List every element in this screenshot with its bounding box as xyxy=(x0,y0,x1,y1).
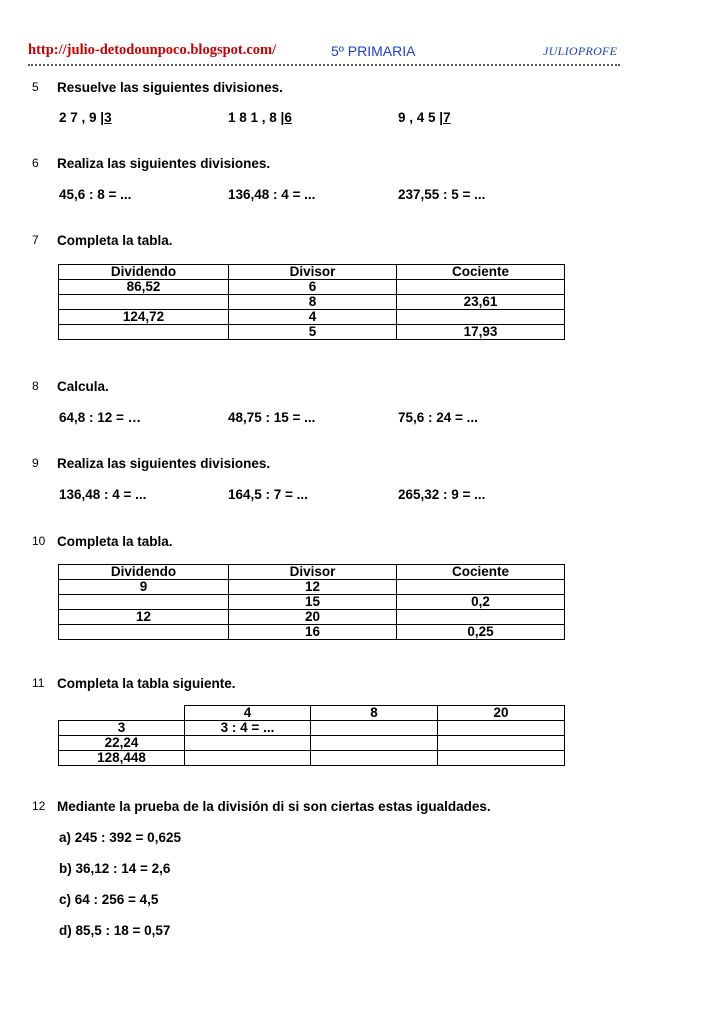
table-cell: 22,24 xyxy=(59,736,185,751)
division-exercise: 2 7 , 9 |3 xyxy=(59,110,112,125)
table-cell[interactable] xyxy=(185,736,311,751)
table-row xyxy=(59,280,565,295)
division-table xyxy=(58,564,565,640)
equality-item: d) 85,5 : 18 = 0,57 xyxy=(59,923,171,938)
division-exercise: 48,75 : 15 = ... xyxy=(228,410,316,425)
table-cell[interactable] xyxy=(397,610,565,625)
table-cell[interactable] xyxy=(438,736,565,751)
table-row xyxy=(59,736,565,751)
multiplication-division-table xyxy=(58,705,565,766)
question-number: 6 xyxy=(32,156,39,170)
header-cell: Divisor xyxy=(229,265,397,280)
table-cell[interactable]: 23,61 xyxy=(397,295,565,310)
table-cell[interactable] xyxy=(59,625,229,640)
header-cell: 8 xyxy=(311,706,438,721)
question-text: Resuelve las siguientes divisiones. xyxy=(57,80,283,95)
division-exercise: 45,6 : 8 = ... xyxy=(59,187,132,202)
table-cell[interactable] xyxy=(59,295,229,310)
division-exercise: 237,55 : 5 = ... xyxy=(398,187,486,202)
division-exercise: 1 8 1 , 8 |6 xyxy=(228,110,292,125)
table-cell[interactable] xyxy=(311,751,438,766)
grade-label: 5º PRIMARIA xyxy=(331,43,416,59)
division-table xyxy=(58,264,565,340)
table-cell[interactable] xyxy=(397,580,565,595)
table-cell[interactable]: 0,25 xyxy=(397,625,565,640)
table-header-row xyxy=(59,265,565,280)
table-cell[interactable]: 8 xyxy=(229,295,397,310)
table-cell[interactable]: 15 xyxy=(229,595,397,610)
table-cell[interactable] xyxy=(311,736,438,751)
table-cell[interactable] xyxy=(397,310,565,325)
table-cell[interactable]: 12 xyxy=(59,610,229,625)
author-label: JULIOPROFE xyxy=(543,44,618,58)
division-exercise: 64,8 : 12 = … xyxy=(59,410,142,425)
table-cell[interactable]: 4 xyxy=(229,310,397,325)
table-row xyxy=(59,580,565,595)
table-cell[interactable]: 6 xyxy=(229,280,397,295)
question-text: Completa la tabla siguiente. xyxy=(57,676,236,691)
page-header xyxy=(28,42,628,62)
division-exercise: 9 , 4 5 |7 xyxy=(398,110,451,125)
header-cell xyxy=(59,706,185,721)
question-text: Realiza las siguientes divisiones. xyxy=(57,156,271,171)
table-row xyxy=(59,625,565,640)
question-number: 10 xyxy=(32,534,46,548)
equality-item: c) 64 : 256 = 4,5 xyxy=(59,892,159,907)
table-cell[interactable] xyxy=(311,721,438,736)
dotted-separator xyxy=(28,64,620,66)
table-cell[interactable]: 86,52 xyxy=(59,280,229,295)
table-cell: 128,448 xyxy=(59,751,185,766)
question-text: Completa la tabla. xyxy=(57,534,173,549)
table-row xyxy=(59,325,565,340)
table-cell[interactable]: 124,72 xyxy=(59,310,229,325)
header-cell: Cociente xyxy=(397,565,565,580)
question-number: 5 xyxy=(32,80,39,94)
header-cell: Dividendo xyxy=(59,565,229,580)
table-cell[interactable]: 3 : 4 = ... xyxy=(185,721,311,736)
table-cell[interactable]: 16 xyxy=(229,625,397,640)
table-row xyxy=(59,295,565,310)
table-cell[interactable]: 17,93 xyxy=(397,325,565,340)
table-row xyxy=(59,721,565,736)
header-cell: Cociente xyxy=(397,265,565,280)
table-cell[interactable] xyxy=(438,751,565,766)
table-cell[interactable]: 0,2 xyxy=(397,595,565,610)
table-row xyxy=(59,595,565,610)
header-cell: 4 xyxy=(185,706,311,721)
division-exercise: 136,48 : 4 = ... xyxy=(59,487,147,502)
table-cell[interactable] xyxy=(185,751,311,766)
question-text: Completa la tabla. xyxy=(57,233,173,248)
blog-url[interactable]: http://julio-detodounpoco.blogspot.com/ xyxy=(28,42,277,58)
table-cell: 3 xyxy=(59,721,185,736)
question-number: 9 xyxy=(32,456,39,470)
header-cell: 20 xyxy=(438,706,565,721)
table-row xyxy=(59,310,565,325)
table-cell[interactable] xyxy=(438,721,565,736)
question-text: Calcula. xyxy=(57,379,109,394)
header-cell: Dividendo xyxy=(59,265,229,280)
question-text: Realiza las siguientes divisiones. xyxy=(57,456,271,471)
table-header-row xyxy=(59,565,565,580)
table-header-row xyxy=(59,706,565,721)
division-exercise: 75,6 : 24 = ... xyxy=(398,410,478,425)
table-cell[interactable]: 12 xyxy=(229,580,397,595)
table-row xyxy=(59,610,565,625)
table-cell[interactable]: 20 xyxy=(229,610,397,625)
question-number: 12 xyxy=(32,799,46,813)
table-row xyxy=(59,751,565,766)
equality-item: b) 36,12 : 14 = 2,6 xyxy=(59,861,171,876)
division-exercise: 164,5 : 7 = ... xyxy=(228,487,308,502)
table-cell[interactable] xyxy=(59,595,229,610)
question-number: 8 xyxy=(32,379,39,393)
question-number: 11 xyxy=(32,676,45,690)
question-text: Mediante la prueba de la división di si son ciertas estas igualdades. xyxy=(57,799,491,814)
table-cell[interactable] xyxy=(59,325,229,340)
division-exercise: 265,32 : 9 = ... xyxy=(398,487,486,502)
table-cell[interactable] xyxy=(397,280,565,295)
table-cell[interactable]: 9 xyxy=(59,580,229,595)
table-cell[interactable]: 5 xyxy=(229,325,397,340)
division-exercise: 136,48 : 4 = ... xyxy=(228,187,316,202)
equality-item: a) 245 : 392 = 0,625 xyxy=(59,830,181,845)
header-cell: Divisor xyxy=(229,565,397,580)
question-number: 7 xyxy=(32,233,39,247)
